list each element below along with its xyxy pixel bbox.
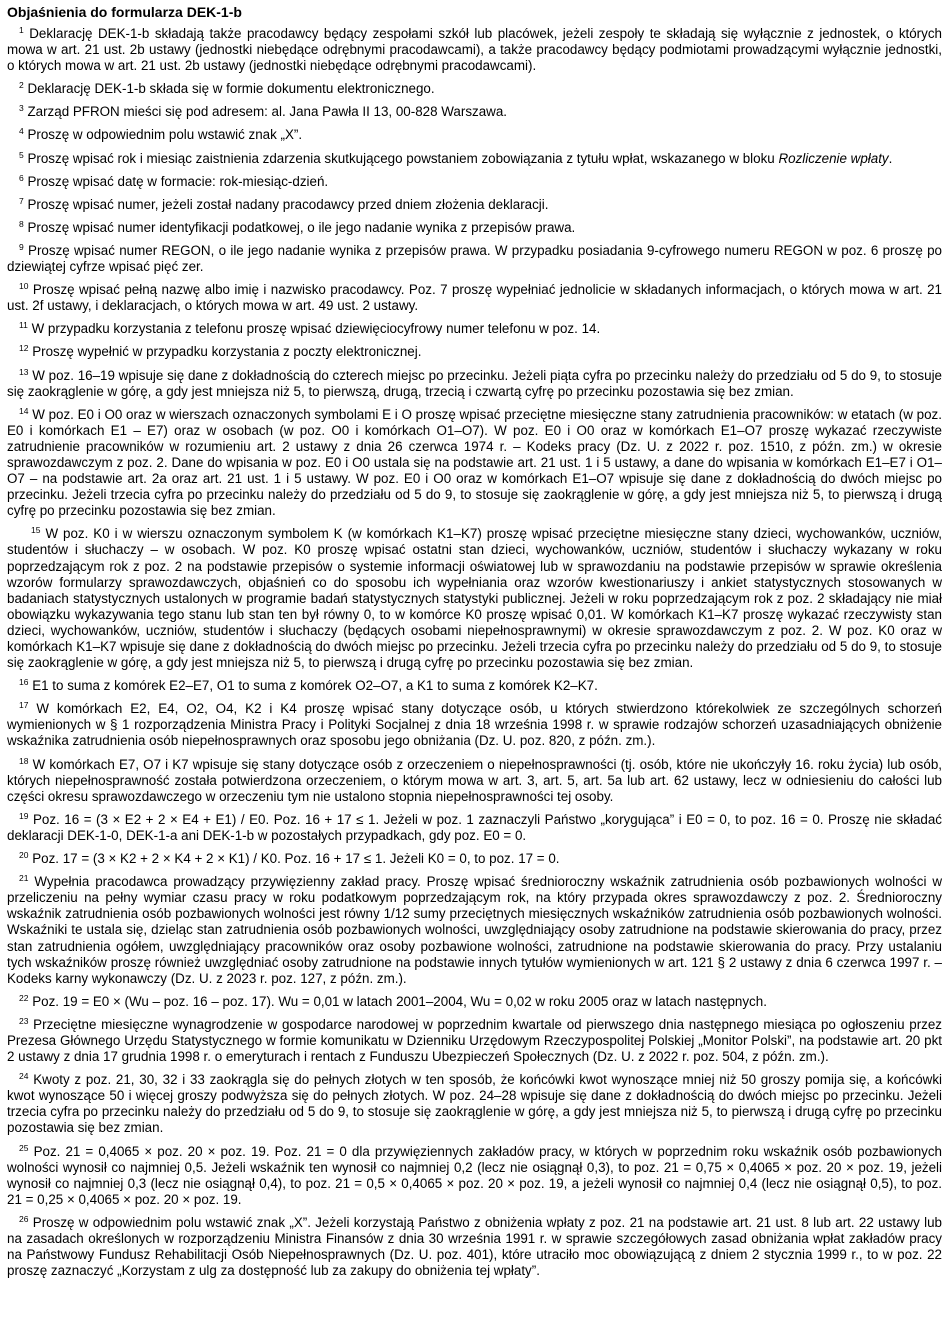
footnote-number: 9 xyxy=(19,241,24,252)
footnote-20 xyxy=(7,851,942,867)
footnote-number: 20 xyxy=(19,850,29,861)
footnote-number: 23 xyxy=(19,1015,29,1026)
footnote-text: Poz. 17 = (3 × K2 + 2 × K4 + 2 × K1) / K0. Poz. 16 + 17 ≤ 1. Jeżeli K0 = 0, to poz. 17 = 0. xyxy=(32,851,560,867)
footnote-number: 17 xyxy=(19,700,29,711)
footnote-12 xyxy=(7,344,942,360)
footnote-4 xyxy=(7,127,942,143)
footnote-text: Wypełnia pracodawca prowadzący przywięzienny zakład pracy. Proszę wpisać średnioroczny wskaźnik zatrudnienia osób pozbawionych wolności w przeliczeniu na pełny wymiar czasu pracy w roku podatkowym poprzedzającym rok, na który przypada okres sprawozdawczy z poz. 2. Średnioroczny wskaźnik zatrudnienia osób pozbawionych wolności jest równy 1/12 sumy przeciętnych miesięcznych wskaźników zatrudnienia osób pozbawionych wolności. Wskaźniki te ustala się, dzieląc stan zatrudnienia osób pozbawionych wolności, uwzględniający osoby zatrudnione na podstawie skierowania do pracy, przez stan zatrudnienia ogółem, uwzględniający pracowników oraz osoby pozbawione wolności, zatrudnione na podstawie skierowania do pracy. Przy ustalaniu tych wskaźników proszę również uwzględniać osoby zatrudnione na podstawie innych tytułów wymienionych w art. 121 § 2 ustawy z dnia 6 czerwca 1997 r. – Kodeks karny wykonawczy (Dz. U. z 2023 r. poz. 127, z późn. zm.). xyxy=(7,874,942,986)
footnote-number: 13 xyxy=(19,366,29,377)
footnote-text: Zarząd PFRON mieści się pod adresem: al. Jana Pawła II 13, 00-828 Warszawa. xyxy=(27,104,508,120)
footnote-26 xyxy=(7,1215,942,1279)
footnote-14 xyxy=(7,407,942,520)
footnote-number: 10 xyxy=(19,281,29,292)
footnote-text: Deklarację DEK-1-b składają także pracodawcy będący zespołami szkół lub placówek, jeżeli zespoły te składają się wyłącznie z jednostek, o których mowa w art. 21 ust. 2b ustawy (jednostki niebędące odrębnymi pracodawcami), a także pracodawcy będący podmiotami prowadzącymi wyłącznie jednostki, o których mowa w art. 21 ust. 2b ustawy (jednostki niebędące odrębnymi pracodawcami). xyxy=(7,26,942,74)
footnote-number: 21 xyxy=(19,873,29,884)
footnote-19 xyxy=(7,812,942,844)
footnote-number: 3 xyxy=(19,103,24,114)
footnote-text: Proszę w odpowiednim polu wstawić znak „X”. Jeżeli korzystają Państwo z obniżenia wpłaty z poz. 21 na podstawie art. 21 ust. 8 lub art. 22 ustawy lub na zasadach określonych w rozporządzeniu Ministra Finansów z dnia 30 września 1991 r. w sprawie szczegółowych zasad obniżania wpłat zakładów pracy na Państwowy Fundusz Rehabilitacji Osób Niepełnosprawnych (Dz. U. poz. 401), które utraciło moc obowiązującą z dniem 2 stycznia 1999 r., to w poz. 22 proszę zaznaczyć „Korzystam z ulg za dostępność lub za zakupy do obniżenia tej wpłaty”. xyxy=(7,1214,942,1279)
footnote-24 xyxy=(7,1072,942,1136)
footnote-text: Proszę wpisać numer, jeżeli został nadany pracodawcy przed dniem złożenia deklaracji. xyxy=(27,196,549,212)
footnote-text: Proszę w odpowiednim polu wstawić znak „X”. xyxy=(27,127,303,143)
footnote-10 xyxy=(7,282,942,314)
footnote-text: Poz. 19 = E0 × (Wu – poz. 16 – poz. 17). Wu = 0,01 w latach 2001–2004, Wu = 0,02 w roku 2005 oraz w latach następnych. xyxy=(32,993,767,1009)
footnote-number: 22 xyxy=(19,992,29,1003)
footnote-number: 5 xyxy=(19,149,24,160)
footnote-text: W poz. 16–19 wpisuje się dane z dokładnością do czterech miejsc po przecinku. Jeżeli piąta cyfra po przecinku należy do przedziału od 5 do 9, to stosuje się zaokrąglenie w górę, a gdy jest mniejsza niż 5, to pierwszą, drugą, trzecią i czwartą cyfrę po przecinku pozostawia się bez zmian. xyxy=(7,367,942,399)
footnote-13 xyxy=(7,368,942,400)
document-title: Objaśnienia do formularza DEK-1-b xyxy=(7,4,242,20)
footnote-number: 1 xyxy=(19,25,24,35)
footnote-text: Proszę wpisać pełną nazwę albo imię i nazwisko pracodawcy. Poz. 7 proszę wypełniać jednolicie w składanych informacjach, o których mowa w art. 21 ust. 2f ustawy, i deklaracjach, o których mowa w art. 49 ust. 2 ustawy. xyxy=(7,282,942,314)
footnote-23 xyxy=(7,1017,942,1065)
footnote-number: 15 xyxy=(31,525,41,536)
footnote-16 xyxy=(7,678,942,694)
footnote-number: 16 xyxy=(19,677,29,688)
footnote-text: W komórkach E2, E4, O2, O4, K2 i K4 proszę wpisać stany dotyczące osób, u których stwierdzono którekolwiek ze szczególnych schorzeń wymienionych w § 1 rozporządzenia Ministra Pracy i Polityki Socjalnej z dnia 18 września 1998 r. w sprawie rodzajów schorzeń uzasadniających obniżenie wskaźnika zatrudnienia osób niepełnosprawnych oraz sposobu jego obniżania (Dz. U. poz. 820, z późn. zm.). xyxy=(7,701,942,749)
footnote-text: Poz. 16 = (3 × E2 + 2 × E4 + E1) / E0. Poz. 16 + 17 ≤ 1. Jeżeli w poz. 1 zaznaczyli Państwo „korygująca” i E0 = 0, to poz. 16 = 0. Proszę nie składać deklaracji DEK-1-0, DEK-1-a ani DEK-1-b w pozostałych przypadkach, gdy poz. E0 = 0. xyxy=(7,811,942,843)
footnote-number: 2 xyxy=(19,80,24,91)
footnote-number: 19 xyxy=(19,810,29,821)
footnote-number: 7 xyxy=(19,195,24,206)
footnote-text: W poz. E0 i O0 oraz w wierszach oznaczonych symbolami E i O proszę wpisać przeciętne miesięczne stany zatrudnienia pracowników: w etatach (w poz. E0 i komórkach E1 – E7) oraz w osobach (w poz. O0 i komórkach O1–O7). W poz. E0 i O0 oraz w komórkach E1–O7 proszę wykazać rzeczywiste zatrudnienie pracowników w rozumieniu art. 2 ustawy z dnia 26 czerwca 1974 r. – Kodeks pracy (Dz. U. z 2022 r. poz. 1510, z późn. zm.) w okresie sprawozdawczym z poz. 2. Dane do wpisania w poz. E0 i O0 ustala się na podstawie art. 21 ust. 1 i 5 ustawy, a dane do wpisania w komórkach E1–E7 i O1–O7 – na podstawie art. 2a oraz art. 21 ust. 1 i 5 ustawy. W poz. E0 i O0 oraz w komórkach E1–O7 wpisuje się dane z dokładnością do dwóch miejsc po przecinku. Jeżeli trzecia cyfra po przecinku należy do przedziału od 5 do 9, to stosuje się zaokrąglenie w górę, a gdy jest mniejsza niż 5, to pierwszą i drugą cyfrę po przecinku pozostawia się bez zmian. xyxy=(7,406,942,519)
footnote-25 xyxy=(7,1144,942,1208)
footnote-number: 26 xyxy=(19,1213,29,1224)
footnote-text: Przeciętne miesięczne wynagrodzenie w gospodarce narodowej w poprzednim kwartale od pierwszego dnia następnego miesiąca po ogłoszeniu przez Prezesa Głównego Urzędu Statystycznego w formie komunikatu w Dzienniku Urzędowym Rzeczypospolitej Polskiej „Monitor Polski”, na podstawie art. 20 pkt 2 ustawy z dnia 17 grudnia 1998 r. o emeryturach i rentach z Funduszu Ubezpieczeń Społecznych (Dz. U. z 2022 r. poz. 504, z późn. zm.). xyxy=(7,1016,942,1065)
footnote-text: Proszę wypełnić w przypadku korzystania z poczty elektronicznej. xyxy=(32,344,422,360)
footnote-text: Poz. 21 = 0,4065 × poz. 20 × poz. 19. Poz. 21 = 0 dla przywięziennych zakładów pracy, w których w poprzednim roku wskaźnik osób pozbawionych wolności wynosił co najmniej 0,5. Jeżeli wskaźnik ten wynosił co najmniej 0,2 (lecz nie osiągnął 0,3), to poz. 21 = 0,75 × 0,4065 × poz. 20 × poz. 19, jeżeli wynosił co najmniej 0,3 (lecz nie osiągnął 0,4), to poz. 21 = 0,5 × 0,4065 × poz. 20 × poz. 19, a jeżeli wynosił co najmniej 0,4 (lecz nie osiągnął 0,5), to poz. 21 = 0,25 × 0,4065 × poz. 20 × poz. 19. xyxy=(7,1143,942,1207)
footnote-text: W komórkach E7, O7 i K7 wpisuje się stany dotyczące osób z orzeczeniem o niepełnosprawności (tj. osób, które nie ukończyły 16. roku życia) lub osób, których niepełnosprawność została potwierdzona orzeczeniem, o którym mowa w art. 3, art. 5, art. 5a lub art. 62 ustawy, lecz w odniesieniu do całości lub części okresu sprawozdawczego w orzeczeniu tym nie ustalono stopnia niepełnosprawności tej osoby. xyxy=(7,756,942,804)
footnote-text-end: . xyxy=(888,150,893,166)
footnote-italic-text: Rozliczenie wpłaty xyxy=(778,150,889,166)
footnote-text: Proszę wpisać numer identyfikacji podatkowej, o ile jego nadanie wynika z przepisów prawa. xyxy=(27,219,576,235)
footnote-6 xyxy=(7,174,942,190)
footnote-17 xyxy=(7,701,942,749)
footnote-number: 11 xyxy=(19,320,28,331)
footnote-number: 14 xyxy=(19,405,29,416)
footnote-1 xyxy=(7,26,942,74)
footnote-number: 12 xyxy=(19,343,29,354)
footnote-2 xyxy=(7,81,942,97)
footnote-15 xyxy=(7,526,942,671)
footnote-7 xyxy=(7,197,942,213)
footnote-11 xyxy=(7,321,942,337)
footnote-text: W poz. K0 i w wierszu oznaczonym symbolem K (w komórkach K1–K7) proszę wpisać przeciętne miesięczne stany dzieci, wychowanków, uczniów, studentów i słuchaczy – w osobach. W poz. K0 proszę wpisać ostatni stan dzieci, wychowanków, uczniów, studentów i słuchaczy wykazany w roku poprzedzającym rok z poz. 2 na podstawie przepisów o systemie informacji oświatowej lub w sprawozdaniu na podstawie przepisów w sprawie określenia wzorów formularzy sprawozdawczych, objaśnień co do sposobu ich wypełniania oraz wzorów kwestionariuszy i ankiet statystycznych stosowanych w badaniach statystycznych ustalonych w programie badań statystycznych statystyki publicznej. Jeżeli w roku poprzedzającym rok z poz. 2 składający nie miał obowiązku wykazywania tego stanu lub stan ten był równy 0, to w komórce K0 proszę wpisać 0,01. W komórkach K1–K7 proszę wykazać rzeczywisty stan dzieci, wychowanków, uczniów, studentów i słuchaczy (będących osobami niepełnosprawnymi) w okresie sprawozdawczym z poz. 2. W poz. K0 oraz w komórkach K1–K7 wpisuje się dane z dokładnością do dwóch miejsc po przecinku. Jeżeli trzecia cyfra po przecinku należy do przedziału od 5 do 9, to stosuje się zaokrąglenie w górę, a gdy jest mniejsza niż 5, to pierwszą i drugą cyfrę po przecinku pozostawia się bez zmian. xyxy=(7,526,942,671)
footnote-3 xyxy=(7,104,942,120)
footnote-number: 4 xyxy=(19,126,24,137)
footnote-5 xyxy=(7,151,942,167)
footnote-18 xyxy=(7,757,942,805)
footnote-number: 24 xyxy=(19,1071,29,1082)
footnote-number: 25 xyxy=(19,1142,29,1153)
footnote-number: 6 xyxy=(19,172,24,183)
footnote-22 xyxy=(7,994,942,1010)
footnote-text: Kwoty z poz. 21, 30, 32 i 33 zaokrągla się do pełnych złotych w ten sposób, że końcówki kwot wynoszące mniej niż 50 groszy pomija się, a końcówki kwot wynoszące 50 i więcej groszy podwyższa się do pełnych złotych. W poz. 24–28 wpisuje się dane z dokładnością do dwóch miejsc po przecinku. Jeżeli trzecia cyfra po przecinku należy do przedziału od 5 do 9, to stosuje się zaokrąglenie w górę, a gdy jest mniejsza niż 5, to pierwszą i drugą cyfrę po przecinku pozostawia się bez zmian. xyxy=(7,1072,942,1136)
footnote-text: Proszę wpisać datę w formacie: rok-miesiąc-dzień. xyxy=(27,173,329,189)
footnote-text: Proszę wpisać rok i miesiąc zaistnienia zdarzenia skutkującego powstaniem zobowiązania z tytułu wpłat, wskazanego w bloku xyxy=(27,150,775,166)
footnote-text: W przypadku korzystania z telefonu proszę wpisać dziewięciocyfrowy numer telefonu w poz. 14. xyxy=(31,321,601,337)
footnote-21 xyxy=(7,874,942,987)
footnote-number: 18 xyxy=(19,755,29,766)
footnote-text: Deklarację DEK-1-b składa się w formie dokumentu elektronicznego. xyxy=(27,81,435,97)
footnote-text: E1 to suma z komórek E2–E7, O1 to suma z komórek O2–O7, a K1 to suma z komórek K2–K7. xyxy=(32,678,598,694)
footnote-8 xyxy=(7,220,942,236)
footnote-text: Proszę wpisać numer REGON, o ile jego nadanie wynika z przepisów prawa. W przypadku posiadania 9-cyfrowego numeru REGON w poz. 6 proszę po dziewiątej cyfrze wpisać pięć zer. xyxy=(7,242,942,275)
footnote-9 xyxy=(7,243,942,275)
footnote-number: 8 xyxy=(19,218,24,229)
